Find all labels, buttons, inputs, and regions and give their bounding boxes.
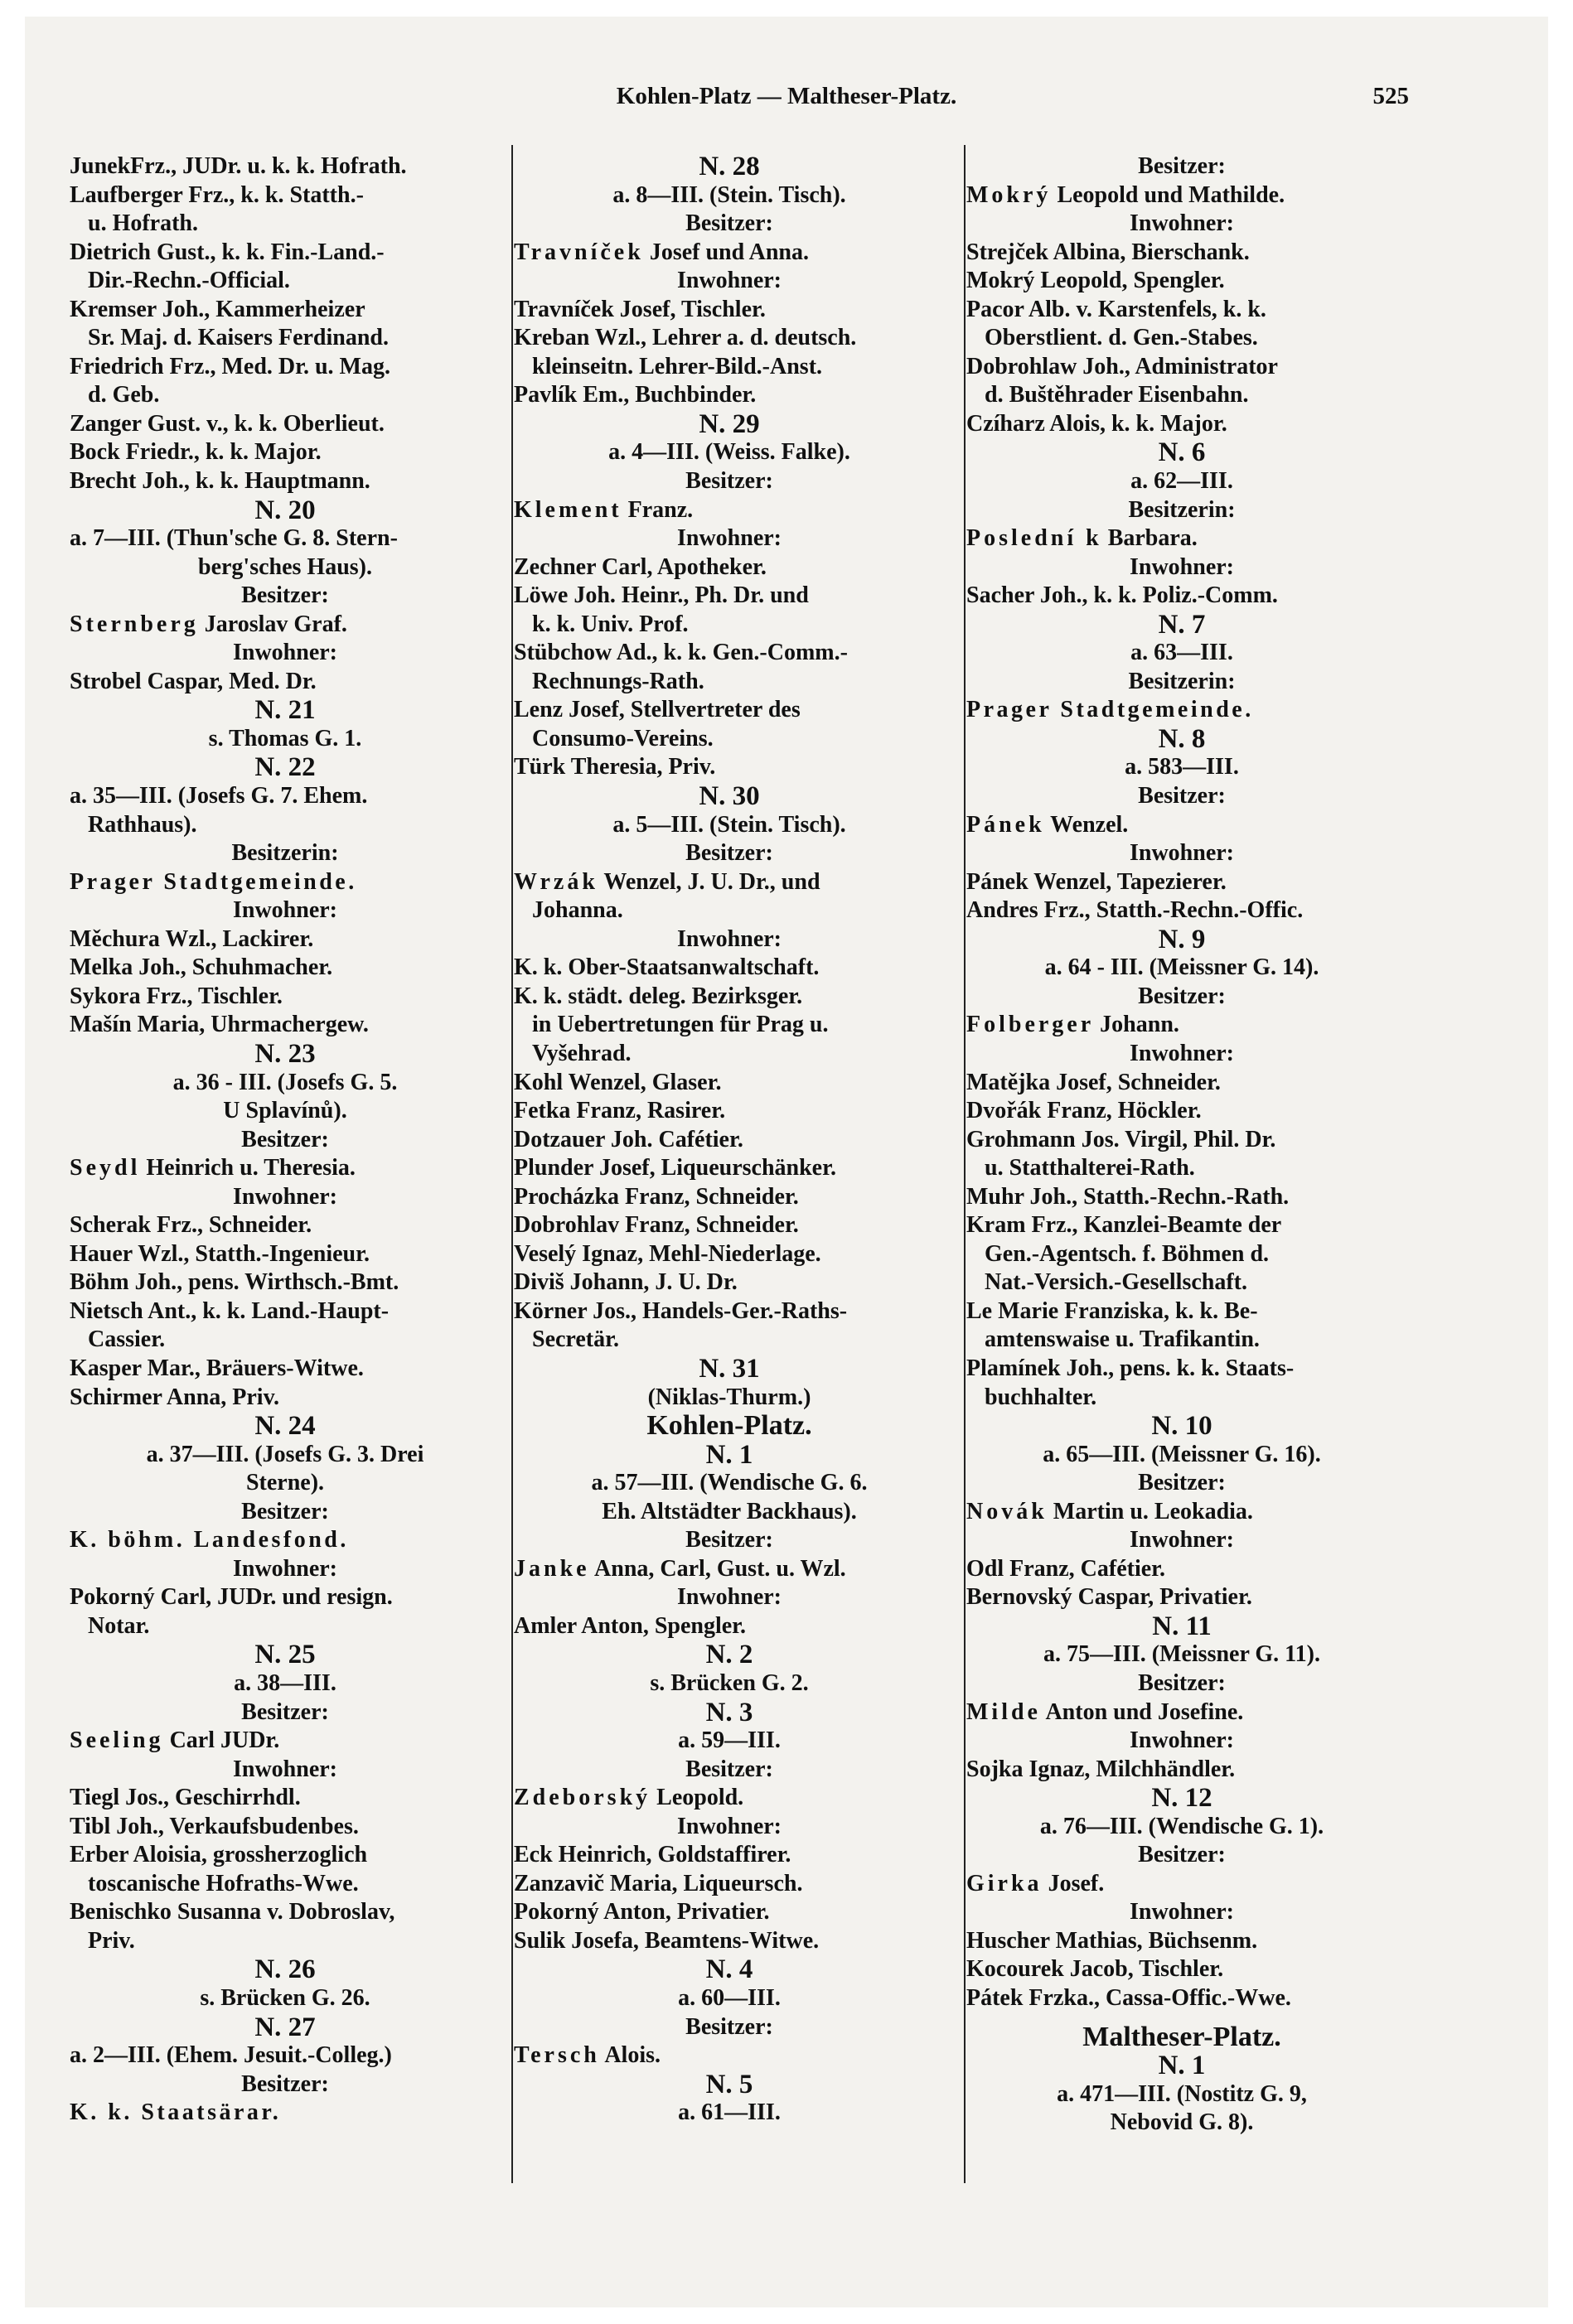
role-label: Besitzerin: bbox=[1128, 668, 1236, 694]
entry-line: Eck Heinrich, Goldstaffirer. bbox=[514, 1842, 791, 1868]
role-label: Besitzer: bbox=[1138, 1669, 1226, 1696]
entry-line: a. 36 - III. (Josefs G. 5. bbox=[172, 1069, 398, 1095]
entry-line: Milde Anton und Josefine. bbox=[966, 1698, 1244, 1725]
entry-line: Fetka Franz, Rasirer. bbox=[514, 1098, 726, 1124]
entry-line: Erber Aloisia, grossherzoglich bbox=[70, 1842, 368, 1868]
entry-line: a. 4—III. (Weiss. Falke). bbox=[608, 439, 850, 466]
house-number: N. 9 bbox=[1158, 924, 1206, 954]
entry-line: Sternberg Jaroslav Graf. bbox=[70, 611, 347, 637]
entry-line: Kocourek Jacob, Tischler. bbox=[966, 1956, 1224, 1983]
entry-line: toscanische Hofraths-Wwe. bbox=[88, 1870, 359, 1896]
entry-line: Grohmann Jos. Virgil, Phil. Dr. bbox=[966, 1126, 1276, 1152]
entry-line: Seydl Heinrich u. Theresia. bbox=[70, 1155, 356, 1181]
entry-line: Janke Anna, Carl, Gust. u. Wzl. bbox=[514, 1555, 846, 1582]
entry-line: K. k. städt. deleg. Bezirksger. bbox=[514, 983, 803, 1009]
entry-line: Le Marie Franziska, k. k. Be- bbox=[966, 1297, 1258, 1324]
role-label: Besitzer: bbox=[241, 1498, 329, 1524]
entry-line: Kreban Wzl., Lehrer a. d. deutsch. bbox=[514, 325, 857, 351]
entry-line: Seeling Carl JUDr. bbox=[70, 1727, 280, 1754]
entry-line: buchhalter. bbox=[985, 1384, 1097, 1410]
entry-line: a. 64 - III. (Meissner G. 14). bbox=[1044, 954, 1319, 981]
house-number: N. 5 bbox=[705, 2069, 753, 2099]
entry-line: Cassier. bbox=[88, 1326, 166, 1353]
entry-line: K. böhm. Landesfond. bbox=[70, 1527, 349, 1553]
role-label: Besitzer: bbox=[241, 1126, 329, 1152]
entry-line: Pánek Wenzel. bbox=[966, 811, 1129, 838]
entry-line: Lenz Josef, Stellvertreter des bbox=[514, 697, 801, 723]
owner-name-spaced: Novák bbox=[966, 1498, 1048, 1524]
role-label: Besitzer: bbox=[1138, 783, 1226, 809]
owner-name-spaced: Seydl bbox=[70, 1155, 141, 1181]
entry-line: Nietsch Ant., k. k. Land.-Haupt- bbox=[70, 1297, 390, 1324]
entry-line: Muhr Joh., Statth.-Rechn.-Rath. bbox=[966, 1183, 1290, 1210]
entry-line: Dobrohlav Franz, Schneider. bbox=[514, 1212, 799, 1239]
entry-line: Secretär. bbox=[532, 1326, 619, 1353]
house-number: N. 12 bbox=[1151, 1783, 1212, 1814]
entry-line: Melka Joh., Schuhmacher. bbox=[70, 954, 333, 981]
entry-line: a. 7—III. (Thun'sche G. 8. Stern- bbox=[70, 525, 398, 552]
role-label: Inwohner: bbox=[676, 525, 782, 552]
owner-name-spaced: Mokrý bbox=[966, 181, 1052, 208]
role-label: Besitzer: bbox=[1138, 1842, 1226, 1868]
entry-line: Schirmer Anna, Priv. bbox=[70, 1384, 280, 1410]
house-number: N. 10 bbox=[1151, 1411, 1212, 1442]
entry-line: K. k. Ober-Staatsanwaltschaft. bbox=[514, 954, 820, 981]
entry-line: Sterne). bbox=[245, 1470, 325, 1496]
entry-line: Mokrý Leopold, Spengler. bbox=[966, 268, 1225, 294]
role-label: Inwohner: bbox=[1129, 840, 1234, 867]
entry-line: Huscher Mathias, Büchsenm. bbox=[966, 1927, 1258, 1954]
entry-line: Dotzauer Joh. Cafétier. bbox=[514, 1126, 743, 1152]
role-label: Inwohner: bbox=[676, 1813, 782, 1839]
entry-line: Zanger Gust. v., k. k. Oberlieut. bbox=[70, 410, 385, 437]
owner-name-spaced: Travníček bbox=[514, 239, 644, 265]
entry-line: JunekFrz., JUDr. u. k. k. Hofrath. bbox=[70, 153, 407, 179]
entry-line: a. 62—III. bbox=[1130, 468, 1233, 495]
entry-line: Vyšehrad. bbox=[532, 1040, 632, 1066]
entry-line: Plamínek Joh., pens. k. k. Staats- bbox=[966, 1355, 1295, 1381]
entry-line: Bock Friedr., k. k. Major. bbox=[70, 439, 322, 466]
house-number: N. 11 bbox=[1152, 1611, 1212, 1641]
entry-line: a. 37—III. (Josefs G. 3. Drei bbox=[146, 1441, 424, 1467]
entry-line: Stübchow Ad., k. k. Gen.-Comm.- bbox=[514, 640, 848, 666]
entry-line: amtenswaise u. Trafikantin. bbox=[985, 1326, 1260, 1353]
house-number: N. 27 bbox=[254, 2012, 316, 2042]
entry-line: Priv. bbox=[88, 1927, 135, 1954]
entry-line: Dir.-Rechn.-Official. bbox=[88, 268, 290, 294]
column-rule bbox=[964, 145, 966, 2183]
entry-line: a. 35—III. (Josefs G. 7. Ehem. bbox=[70, 783, 368, 809]
role-label: Inwohner: bbox=[676, 268, 782, 294]
entry-line: Měchura Wzl., Lackirer. bbox=[70, 925, 314, 952]
role-label: Inwohner: bbox=[232, 1555, 337, 1582]
entry-line: Mokrý Leopold und Mathilde. bbox=[966, 181, 1285, 208]
entry-line: Dobrohlaw Joh., Administrator bbox=[966, 353, 1278, 379]
entry-line: d. Buštěhrader Eisenbahn. bbox=[985, 382, 1249, 408]
entry-line: a. 5—III. (Stein. Tisch). bbox=[612, 811, 846, 838]
house-number: N. 1 bbox=[705, 1439, 753, 1470]
entry-line: Pavlík Em., Buchbinder. bbox=[514, 382, 757, 408]
role-label: Inwohner: bbox=[1129, 1727, 1234, 1754]
entry-line: Pánek Wenzel, Tapezierer. bbox=[966, 868, 1227, 895]
house-number: N. 7 bbox=[1158, 609, 1206, 640]
role-label: Besitzer: bbox=[685, 1527, 773, 1553]
entry-line: Pátek Frzka., Cassa-Offic.-Wwe. bbox=[966, 1985, 1291, 2011]
entry-line: a. 2—III. (Ehem. Jesuit.-Colleg.) bbox=[70, 2042, 392, 2069]
role-label: Besitzer: bbox=[1138, 983, 1226, 1009]
entry-line: Plunder Josef, Liqueurschänker. bbox=[514, 1155, 836, 1181]
entry-line: Nebovid G. 8). bbox=[1110, 2109, 1254, 2136]
entry-line: Kremser Joh., Kammerheizer bbox=[70, 296, 365, 322]
role-label: Besitzerin: bbox=[231, 840, 339, 867]
house-number: N. 26 bbox=[254, 1954, 316, 1985]
owner-name-spaced: Sternberg bbox=[70, 611, 199, 637]
page-number: 525 bbox=[1372, 83, 1409, 109]
entry-line: U Splavínů). bbox=[223, 1098, 347, 1124]
entry-line: Consumo-Vereins. bbox=[532, 725, 714, 751]
entry-line: s. Brücken G. 26. bbox=[200, 1985, 370, 2011]
entry-line: Prager Stadtgemeinde. bbox=[70, 868, 357, 895]
column-right bbox=[966, 152, 1397, 2138]
entry-line: u. Hofrath. bbox=[88, 210, 198, 237]
entry-line: a. 8—III. (Stein. Tisch). bbox=[612, 181, 846, 208]
entry-line: Folberger Johann. bbox=[966, 1012, 1179, 1038]
owner-name-spaced: Milde bbox=[966, 1698, 1041, 1725]
role-label: Inwohner: bbox=[1129, 210, 1234, 237]
entry-line: Diviš Johann, J. U. Dr. bbox=[514, 1269, 738, 1296]
entry-line: a. 60—III. bbox=[678, 1985, 781, 2011]
house-number: N. 25 bbox=[254, 1640, 316, 1670]
entry-line: a. 57—III. (Wendische G. 6. bbox=[591, 1470, 868, 1496]
entry-line: Nat.-Versich.-Gesellschaft. bbox=[985, 1269, 1248, 1296]
entry-line: Benischko Susanna v. Dobroslav, bbox=[70, 1899, 395, 1925]
section-heading: Kohlen-Platz. bbox=[646, 1410, 812, 1442]
owner-name-spaced: Klement bbox=[514, 496, 622, 523]
entry-line: Dietrich Gust., k. k. Fin.-Land.- bbox=[70, 239, 385, 265]
role-label: Besitzer: bbox=[1138, 153, 1226, 179]
entry-line: Matějka Josef, Schneider. bbox=[966, 1069, 1221, 1095]
role-label: Inwohner: bbox=[1129, 1040, 1234, 1066]
house-number: N. 22 bbox=[254, 752, 316, 783]
entry-line: Novák Martin u. Leokadia. bbox=[966, 1498, 1253, 1524]
entry-line: Veselý Ignaz, Mehl-Niederlage. bbox=[514, 1240, 821, 1267]
role-label: Inwohner: bbox=[1129, 1899, 1234, 1925]
owner-name-spaced: Tersch bbox=[514, 2042, 600, 2069]
role-label: Inwohner: bbox=[232, 1183, 337, 1210]
entry-line: Procházka Franz, Schneider. bbox=[514, 1183, 799, 1210]
entry-line: Rechnungs-Rath. bbox=[532, 668, 704, 694]
entry-line: Sykora Frz., Tischler. bbox=[70, 983, 283, 1009]
entry-line: a. 583—III. bbox=[1125, 754, 1239, 780]
entry-line: Sacher Joh., k. k. Poliz.-Comm. bbox=[966, 582, 1278, 609]
house-number: N. 28 bbox=[699, 152, 760, 181]
entry-line: d. Geb. bbox=[88, 382, 160, 408]
entry-line: Travníček Josef, Tischler. bbox=[514, 296, 766, 322]
entry-line: Girka Josef. bbox=[966, 1870, 1105, 1896]
entry-line: Sojka Ignaz, Milchhändler. bbox=[966, 1756, 1236, 1782]
entry-line: u. Statthalterei-Rath. bbox=[985, 1155, 1195, 1181]
role-label: Besitzer: bbox=[685, 210, 773, 237]
entry-line: Dvořák Franz, Höckler. bbox=[966, 1098, 1202, 1124]
entry-line: Pacor Alb. v. Karstenfels, k. k. bbox=[966, 296, 1266, 322]
entry-line: a. 65—III. (Meissner G. 16). bbox=[1043, 1441, 1321, 1467]
entry-line: Kram Frz., Kanzlei-Beamte der bbox=[966, 1212, 1282, 1239]
entry-line: Poslední k Barbara. bbox=[966, 525, 1198, 552]
owner-name-spaced: Janke bbox=[514, 1555, 590, 1582]
entry-line: Czíharz Alois, k. k. Major. bbox=[966, 410, 1227, 437]
entry-line: Zdeborský Leopold. bbox=[514, 1785, 744, 1811]
entry-line: a. 471—III. (Nostitz G. 9, bbox=[1057, 2080, 1307, 2107]
owner-name-spaced: Seeling bbox=[70, 1727, 164, 1754]
role-label: Besitzer: bbox=[1138, 1470, 1226, 1496]
entry-line: Sr. Maj. d. Kaisers Ferdinand. bbox=[88, 325, 389, 351]
house-number: N. 4 bbox=[705, 1954, 753, 1985]
role-label: Besitzer: bbox=[685, 2013, 773, 2040]
entry-line: a. 75—III. (Meissner G. 11). bbox=[1043, 1641, 1320, 1668]
owner-name-spaced: Folberger bbox=[966, 1012, 1095, 1038]
entry-line: Klement Franz. bbox=[514, 496, 694, 523]
entry-line: Sulik Josefa, Beamtens-Witwe. bbox=[514, 1927, 820, 1954]
entry-line: Löwe Joh. Heinr., Ph. Dr. und bbox=[514, 582, 809, 609]
entry-line: in Uebertretungen für Prag u. bbox=[532, 1012, 829, 1038]
house-number: N. 3 bbox=[705, 1697, 753, 1727]
role-label: Besitzer: bbox=[685, 468, 773, 495]
house-number: N. 1 bbox=[1158, 2051, 1206, 2081]
entry-line: Mašín Maria, Uhrmachergew. bbox=[70, 1012, 369, 1038]
entry-line: a. 38—III. bbox=[234, 1669, 336, 1696]
owner-name-spaced: Zdeborský bbox=[514, 1785, 651, 1811]
role-label: Inwohner: bbox=[232, 640, 337, 666]
house-number: N. 21 bbox=[254, 695, 316, 726]
entry-line: Kasper Mar., Bräuers-Witwe. bbox=[70, 1355, 364, 1381]
entry-line: Johanna. bbox=[532, 897, 623, 924]
house-number: N. 30 bbox=[699, 781, 760, 812]
house-number: N. 8 bbox=[1158, 723, 1206, 754]
entry-line: kleinseitn. Lehrer-Bild.-Anst. bbox=[532, 353, 823, 379]
entry-line: Amler Anton, Spengler. bbox=[514, 1612, 747, 1639]
entry-line: K. k. Staatsärar. bbox=[70, 2099, 282, 2126]
role-label: Inwohner: bbox=[676, 925, 782, 952]
entry-line: Rathhaus). bbox=[88, 811, 197, 838]
entry-line: Böhm Joh., pens. Wirthsch.-Bmt. bbox=[70, 1269, 399, 1296]
entry-line: Odl Franz, Cafétier. bbox=[966, 1555, 1166, 1582]
entry-line: Tersch Alois. bbox=[514, 2042, 661, 2069]
entry-line: Friedrich Frz., Med. Dr. u. Mag. bbox=[70, 353, 390, 379]
entry-line: Strejček Albina, Bierschank. bbox=[966, 239, 1250, 265]
column-middle bbox=[514, 152, 945, 2128]
entry-line: Notar. bbox=[88, 1612, 150, 1639]
entry-line: Oberstlient. d. Gen.-Stabes. bbox=[985, 325, 1258, 351]
entry-line: s. Thomas G. 1. bbox=[208, 725, 362, 751]
entry-line: Wrzák Wenzel, J. U. Dr., und bbox=[514, 868, 820, 895]
entry-line: Scherak Frz., Schneider. bbox=[70, 1212, 312, 1239]
house-number: N. 20 bbox=[254, 495, 316, 525]
entry-line: Strobel Caspar, Med. Dr. bbox=[70, 668, 317, 694]
entry-line: k. k. Univ. Prof. bbox=[532, 611, 689, 637]
entry-line: Pokorný Carl, JUDr. und resign. bbox=[70, 1584, 393, 1611]
house-number: N. 29 bbox=[699, 408, 760, 439]
owner-name-spaced: Wrzák bbox=[514, 868, 598, 895]
entry-line: Bernovský Caspar, Privatier. bbox=[966, 1584, 1252, 1611]
entry-line: Tiegl Jos., Geschirrhdl. bbox=[70, 1785, 301, 1811]
role-label: Besitzer: bbox=[685, 1756, 773, 1782]
entry-line: Pokorný Anton, Privatier. bbox=[514, 1899, 770, 1925]
entry-line: Travníček Josef und Anna. bbox=[514, 239, 809, 265]
column-left bbox=[70, 152, 501, 2128]
entry-line: Prager Stadtgemeinde. bbox=[966, 697, 1254, 723]
role-label: Besitzer: bbox=[241, 2070, 329, 2097]
entry-line: a. 61—III. bbox=[678, 2099, 781, 2126]
owner-name-spaced: Pánek bbox=[966, 811, 1045, 838]
role-label: Besitzerin: bbox=[1128, 496, 1236, 523]
role-label: Besitzer: bbox=[241, 1698, 329, 1725]
entry-line: Andres Frz., Statth.-Rechn.-Offic. bbox=[966, 897, 1304, 924]
role-label: Besitzer: bbox=[685, 840, 773, 867]
entry-line: Körner Jos., Handels-Ger.-Raths- bbox=[514, 1297, 848, 1324]
running-head: Kohlen-Platz — Maltheser-Platz. bbox=[616, 83, 957, 109]
entry-line: berg'sches Haus). bbox=[198, 553, 372, 580]
role-label: Inwohner: bbox=[232, 1756, 337, 1782]
entry-line: Brecht Joh., k. k. Hauptmann. bbox=[70, 468, 370, 495]
entry-line: Zanzavič Maria, Liqueursch. bbox=[514, 1870, 803, 1896]
entry-line: Türk Theresia, Priv. bbox=[514, 754, 716, 780]
entry-line: Tibl Joh., Verkaufsbudenbes. bbox=[70, 1813, 359, 1839]
house-number: N. 2 bbox=[705, 1640, 753, 1670]
role-label: Inwohner: bbox=[1129, 553, 1234, 580]
role-label: Inwohner: bbox=[676, 1584, 782, 1611]
entry-line: a. 76—III. (Wendische G. 1). bbox=[1039, 1813, 1324, 1839]
entry-line: a. 63—III. bbox=[1130, 640, 1233, 666]
entry-line: (Niklas-Thurm.) bbox=[647, 1384, 811, 1410]
house-number: N. 23 bbox=[254, 1038, 316, 1069]
entry-line: Gen.-Agentsch. f. Böhmen d. bbox=[985, 1240, 1270, 1267]
entry-line: a. 59—III. bbox=[678, 1727, 781, 1754]
entry-line: Eh. Altstädter Backhaus). bbox=[602, 1498, 857, 1524]
entry-line: Hauer Wzl., Statth.-Ingenieur. bbox=[70, 1240, 370, 1267]
entry-line: Laufberger Frz., k. k. Statth.- bbox=[70, 181, 364, 208]
entry-line: Kohl Wenzel, Glaser. bbox=[514, 1069, 722, 1095]
entry-line: Zechner Carl, Apotheker. bbox=[514, 553, 767, 580]
role-label: Inwohner: bbox=[232, 897, 337, 924]
house-number: N. 6 bbox=[1158, 437, 1206, 468]
entry-line: s. Brücken G. 2. bbox=[650, 1669, 809, 1696]
role-label: Inwohner: bbox=[1129, 1527, 1234, 1553]
house-number: N. 31 bbox=[699, 1353, 760, 1384]
house-number: N. 24 bbox=[254, 1411, 316, 1442]
column-rule bbox=[511, 145, 513, 2183]
role-label: Besitzer: bbox=[241, 582, 329, 609]
owner-name-spaced: Girka bbox=[966, 1870, 1043, 1896]
section-heading: Maltheser-Platz. bbox=[1082, 2021, 1281, 2052]
owner-name-spaced: Poslední k bbox=[966, 525, 1102, 552]
